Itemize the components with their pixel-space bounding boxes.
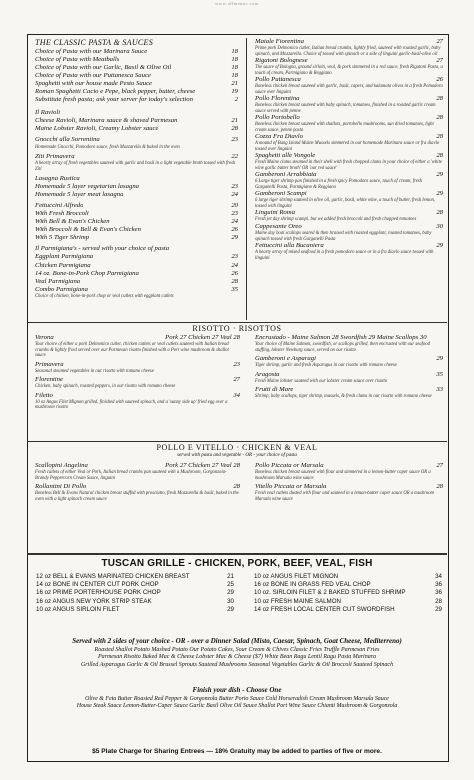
sides-line: Parmesan Risotto Baked Mac & Cheese Lobster Mac & Cheese ($7) White Bean Ragu Lentil Ragu Pasta Marinara bbox=[97, 654, 377, 661]
grille-item bbox=[254, 606, 442, 614]
item-desc: Your choice of either a pork Delmonico cutlet, chicken cutlets or veal cutlets sauteed with Italian bread crumbs & lightly fried served over our Parmesan risotto finished with a Port wine mushroom & shallot sauce bbox=[35, 342, 229, 359]
ravioli-list bbox=[35, 117, 238, 133]
lasagna-title: Lasagna Rustica bbox=[35, 175, 80, 183]
item-name: With 5 Tiger Shrimp bbox=[35, 234, 90, 242]
pollo-left bbox=[35, 462, 240, 504]
item-name: Pollo Piccata or Marsala bbox=[255, 462, 324, 469]
item-name: Encrustado - Maine Salmon 28 Swordfish 29 Maine Scallops 30 bbox=[255, 334, 427, 341]
item-price: 28 bbox=[436, 133, 443, 141]
menu-item bbox=[255, 483, 443, 491]
item-price: 29 bbox=[436, 355, 443, 363]
item-name: Homemade 5 layer vegetarian lasagna bbox=[35, 183, 140, 191]
sides-line: Grilled Asparagus Garlic & Oil Brussel Sprouts Sauteed Mushrooms Seasonal Vegetables Garlic & Oil Broccoli Sauteed Spinach bbox=[80, 661, 394, 668]
item-name: Cappesante Oreo bbox=[255, 222, 302, 230]
menu-item bbox=[35, 117, 238, 125]
item-price: 29 bbox=[436, 171, 443, 179]
item-name: Filetto bbox=[35, 391, 53, 399]
menu-item bbox=[35, 56, 238, 64]
pollo-title: POLLO E VITELLO · CHICKEN & VEAL bbox=[156, 443, 318, 452]
menu-item bbox=[255, 190, 443, 198]
item-price: 35 bbox=[436, 370, 443, 378]
menu-item bbox=[35, 278, 238, 286]
item-price: 27 bbox=[436, 57, 443, 65]
menu-item bbox=[35, 80, 238, 88]
menu-item bbox=[35, 183, 238, 191]
item-desc: Prime pork Delmonico cutlet, Italian bread crumbs, lightly fried, sauteed with roasted garlic, baby spinach, and Mozzarella. Choice of tossed with spinach or a side of linguini garlic-basil-olive oil bbox=[255, 46, 441, 57]
item-desc: Fresh Maine lobster sauteed with our lobster cream sauce over risotto bbox=[255, 378, 388, 384]
item-name: Rollantini Di Pollo bbox=[35, 483, 87, 491]
grille-item-name: 14 oz FRESH LOCAL CENTER CUT SWORDFISH bbox=[254, 605, 395, 613]
menu-item bbox=[255, 334, 443, 342]
item-desc: The sauce of Bologna, ground sirloin, veal, & pork simmered in a red sauce, fresh Rigatoni Pasta, a touch of cream, Parmigiano & Reggiano bbox=[255, 65, 443, 76]
menu-item bbox=[35, 64, 238, 72]
grille-item-price: 21 bbox=[227, 573, 234, 580]
menu-item bbox=[35, 253, 238, 261]
menu-item bbox=[35, 462, 240, 470]
alfredo-title: Fettuccini Alfredo 20 bbox=[35, 202, 238, 210]
item-desc: Boneless Bell & Evans Natural chicken breast stuffed with prosciutto, fresh Mozzarella & basil, baked in the oven with a light spinach cream sauce bbox=[35, 491, 239, 502]
item-price: 33 bbox=[436, 386, 443, 394]
item-name: With Fresh Broccoli bbox=[35, 210, 89, 218]
grille-title: TUSCAN GRILLE - CHICKEN, PORK, BEEF, VEAL, FISH bbox=[101, 558, 373, 569]
item-desc: 10 oz Angus Filet Mignon grilled, finished with sauteed spinach, and a 'sunny side up' fried egg over a mushroom risotto bbox=[35, 399, 228, 411]
item-desc: Shrimp, baby scallops, tiger shrimp, mussels, & fresh clams in our risotto with romano cheese bbox=[255, 394, 432, 400]
menu-item bbox=[255, 355, 443, 363]
item-price: 35 bbox=[231, 285, 238, 293]
item-desc: Fresh cutlets of either Veal or Pork, Italian bread crumbs pan sauteed with a Mushroom, Gorgonzola-Brandy Peppercorn Cream Sauce, linguini bbox=[35, 470, 227, 481]
item-desc: Boneless chicken breast sauteed with flour and simmered in a lemon-butter caper sauce OR a mushroom Marsala wine sauce bbox=[255, 470, 431, 481]
grille-item bbox=[36, 589, 234, 597]
menu-item bbox=[255, 462, 443, 470]
item-name: Substitute fresh pasta; ask your server for today's selection bbox=[35, 96, 193, 104]
grille-item-price: 30 bbox=[227, 597, 234, 605]
item-price: 18 bbox=[231, 56, 238, 64]
footer-note: $5 Plate Charge for Sharing Entrees — 18% Gratuity may be added to parties of five or more. bbox=[92, 748, 382, 755]
item-price: 24 bbox=[231, 191, 238, 199]
grille-item-name: 10 oz. SIRLOIN FILET & 2 BAKED STUFFED SHRIMP bbox=[254, 589, 406, 597]
item-name: Eggplant Parmigiana bbox=[35, 253, 94, 261]
item-price: 34 bbox=[233, 391, 240, 399]
header-url: www.allmenus.com bbox=[215, 1, 259, 6]
item-price: 27 bbox=[233, 376, 240, 384]
menu-item bbox=[255, 76, 443, 84]
item-price: 26 bbox=[231, 269, 238, 277]
grille-top-rule bbox=[27, 553, 447, 555]
item-name: Rigatoni Bolognese bbox=[255, 57, 308, 65]
item-price: 29 bbox=[231, 234, 238, 242]
item-name: Primavera bbox=[35, 360, 64, 368]
menu-item bbox=[255, 133, 443, 141]
item-desc: 6 large tiger shrimp sauteed in olive oil, garlic, basil, white wine, a touch of butter, fresh lemon, tossed with linguini bbox=[255, 198, 435, 209]
item-price: 23 bbox=[231, 183, 238, 191]
menu-item bbox=[255, 152, 443, 160]
item-name: Pollo Puttanesca bbox=[255, 76, 301, 84]
item-desc: Boneless chicken breast sauteed with baby spinach, tomatoes, finished in a roasted garlic cream sauce served with penne bbox=[255, 103, 436, 114]
grille-item-price: 29 bbox=[227, 589, 234, 597]
item-price: 27 bbox=[436, 462, 443, 469]
item-name: Choice of Pasta with our Garlic, Basil & Olive Oil bbox=[35, 64, 172, 72]
grille-right bbox=[254, 573, 442, 614]
risotto-title: RISOTTO · RISOTTOS bbox=[192, 324, 282, 333]
menu-item bbox=[35, 210, 238, 218]
menu-item bbox=[35, 96, 238, 104]
alfredo-list bbox=[35, 210, 238, 242]
menu-item bbox=[35, 376, 240, 384]
menu-item bbox=[35, 286, 238, 294]
item-price: 18 bbox=[231, 64, 238, 72]
item-desc: Seasonal steamed vegetables in our risotto with romano cheese bbox=[35, 368, 154, 374]
item-price: 23 bbox=[233, 360, 240, 368]
item-name: Linguini Roma bbox=[255, 209, 295, 217]
grille-item-price: 36 bbox=[435, 581, 442, 589]
grille-item bbox=[254, 589, 442, 597]
grille-item-name: 14 oz BONE IN CENTER CUT PORK CHOP bbox=[36, 581, 159, 589]
grille-item bbox=[254, 573, 442, 581]
finish-line: Olive & Feta Butter Roasted Red Pepper & Gorgonzola Butter Porto Sauce Cold Horseradish Cream Mushroom Marsala Sauce bbox=[85, 696, 389, 702]
menu-item bbox=[255, 38, 443, 46]
menu-item bbox=[35, 392, 240, 400]
finish-title: Finish your dish - Choose One bbox=[192, 686, 282, 694]
menu-item bbox=[35, 262, 238, 270]
item-desc: Fresh jet day shrimp scampi, but we added fresh broccoli and fresh chopped tomatoes bbox=[255, 217, 417, 223]
item-desc: Chicken, baby spinach, roasted peppers, in our risotto with romano cheese bbox=[35, 384, 176, 390]
grille-item-name: 16 oz BONE IN GRASS FED VEAL CHOP bbox=[254, 581, 371, 589]
item-name: Spaghetti alle Vongole bbox=[255, 152, 316, 160]
menu-item bbox=[35, 88, 238, 96]
item-price: 30 bbox=[436, 222, 443, 230]
menu-item bbox=[35, 270, 238, 278]
item-name: Frutti di Mare bbox=[255, 386, 294, 394]
item-price: 27 bbox=[436, 38, 443, 45]
item-name: With Bell & Evan's Chicken bbox=[35, 218, 110, 226]
item-price: 28 bbox=[436, 95, 443, 103]
item-name: Chicken Parmigiana bbox=[35, 261, 91, 269]
item-price: 28 bbox=[436, 209, 443, 217]
item-price: 28 bbox=[231, 277, 238, 285]
item-name: Gamberoni e Asparagi bbox=[255, 355, 316, 363]
grille-item-name: 16 oz ANGUS NEW YORK STRIP STEAK bbox=[36, 597, 152, 605]
finish-line: House Steak Sauce Lemon-Butter-Caper Sauce Garlic Basil Olive Oil Sauce Shallot Port Wine Sauce Chianti Mushroom & Gorgonzola bbox=[76, 703, 398, 710]
item-prices: Pork 27 Chicken 27 Veal 28 bbox=[165, 334, 240, 341]
item-price: 28 bbox=[436, 114, 443, 122]
grille-item bbox=[36, 581, 234, 589]
grille-item-price: 29 bbox=[435, 605, 442, 613]
item-name: Choice of Pasta with Meatballs bbox=[35, 56, 120, 64]
parmigiana-title: Il Parmigiana's - served with your choice of pasta bbox=[35, 245, 170, 253]
item-desc: Maine day boat scallops seared & then braised with roasted eggplant, roasted tomatoes, baby spinach tossed with fresh Garganelli Pasta bbox=[255, 231, 432, 242]
item-desc: Fresh veal cutlets dusted with flour and sauteed in a lemon-butter caper sauce OR a mushroom Marsala wine sauce bbox=[255, 491, 434, 502]
parmigiana-desc: Choice of chicken, bone-in-pork chop or veal cutlets with eggplant cutlets bbox=[35, 293, 174, 299]
item-price: 29 bbox=[436, 242, 443, 250]
grille-item bbox=[254, 581, 442, 589]
item-price: 18 bbox=[231, 72, 238, 80]
item-prices: Pork 27 Chicken 27 Veal 28 bbox=[165, 462, 240, 469]
menu-item bbox=[35, 218, 238, 226]
item-name: Scallopini Angelina bbox=[35, 462, 88, 469]
item-name: 14 oz. Bone-in-Pork Chop Parmigiana bbox=[35, 269, 139, 277]
menu-item bbox=[255, 57, 443, 65]
item-desc: A mound of Bang Island Maine Mussels simmered in our homemade Marinara sauce or fra diavlo tossed over linguini bbox=[255, 141, 440, 152]
grille-left bbox=[36, 573, 234, 614]
primavera-item: Ziti Primavera 22 bbox=[35, 153, 238, 161]
left-column bbox=[35, 38, 238, 299]
item-price: 28 bbox=[231, 125, 238, 133]
item-name: Spaghetti with our house made Pesto Sauce bbox=[35, 80, 153, 88]
grille-item-name: 10 oz ANGUS FILET MIGNON bbox=[254, 573, 339, 580]
item-name: Gamberoni Scampi bbox=[255, 190, 307, 198]
item-name: With Broccoli & Bell & Evan's Chicken bbox=[35, 226, 141, 234]
item-name: Verona bbox=[35, 334, 54, 341]
item-name: Gamberoni Arrabbiata bbox=[255, 171, 317, 179]
item-desc: Boneless chicken breast sauteed with garlic, basil, capers, and kalamata olives in a fresh Pomodoro sauce over linguini bbox=[255, 84, 443, 95]
item-price: 28 bbox=[233, 483, 240, 491]
item-name: Fettuccini alla Bucaniera bbox=[255, 242, 324, 250]
menu-item bbox=[35, 334, 240, 342]
item-price: 2 bbox=[234, 96, 238, 104]
item-name: Maiale Fiorentina bbox=[255, 38, 304, 45]
grille-item-price: 36 bbox=[435, 589, 442, 597]
primavera-desc: A hearty array of fresh vegetables sauteed with garlic and basil in a light vegetable broth tossed with fresh Ziti bbox=[35, 161, 236, 172]
item-price: 26 bbox=[231, 226, 238, 234]
grille-item-price: 29 bbox=[227, 605, 234, 613]
menu-item bbox=[255, 209, 443, 217]
menu-item bbox=[35, 191, 238, 199]
pollo-subtitle: served with pasta and vegetable - OR - your choice of pasta bbox=[177, 453, 297, 458]
parmigiana-list bbox=[35, 253, 238, 293]
item-name: Choice of Pasta with our Marinara Sauce bbox=[35, 48, 148, 55]
item-price: 23 bbox=[231, 253, 238, 261]
grille-item bbox=[36, 598, 234, 606]
column-divider bbox=[246, 38, 247, 320]
menu-item bbox=[255, 242, 443, 250]
sides-title: Served with 2 sides of your choice - OR - over a Dinner Salad (Misto, Caesar, Spinach, Goat Cheese, Mediterreno) bbox=[72, 637, 402, 645]
grille-item-price: 34 bbox=[435, 573, 442, 580]
item-desc: Fresh Maine clams steamed in their shell with fresh chopped clams in your choice of either a 'white wine garlic butter broth' OR 'our red sauce' bbox=[255, 160, 442, 171]
risotto-left bbox=[35, 334, 240, 413]
item-name: Roman Spaghetti Cacio e Pepe, black pepper, butter, cheese bbox=[35, 88, 196, 96]
gnocchi-desc: Homemade Gnocchi, Pomodoro sauce, fresh Mozzarella & baked in the oven bbox=[35, 144, 180, 150]
item-desc: Boneless chicken breast sauteed with shallots, portobello mushrooms, sun dried tomatoes, light cream sauce, penne pasta bbox=[255, 122, 434, 133]
risotto-top-rule bbox=[27, 322, 447, 323]
item-price: 24 bbox=[231, 218, 238, 226]
menu-item bbox=[255, 386, 443, 394]
menu-item bbox=[255, 171, 443, 179]
menu-item bbox=[255, 223, 443, 231]
menu-item bbox=[35, 72, 238, 80]
classic-title: THE CLASSIC PASTA & SAUCES bbox=[35, 38, 154, 47]
item-price: 26 bbox=[436, 76, 443, 84]
grille-item bbox=[36, 573, 234, 581]
item-name: Homemade 5 layer meat lasagna bbox=[35, 191, 124, 199]
grille-item-price: 25 bbox=[227, 581, 234, 589]
item-price: 28 bbox=[436, 152, 443, 160]
menu-item bbox=[35, 125, 238, 133]
lasagna-list bbox=[35, 183, 238, 199]
grille-item bbox=[254, 598, 442, 606]
item-price: 24 bbox=[231, 261, 238, 269]
grille-item-name: 10 oz ANGUS SIRLOIN FILET bbox=[36, 605, 120, 613]
item-name: Cheese Ravioli, Marinara sauce & shaved Parmesan bbox=[35, 117, 178, 125]
menu-item bbox=[35, 48, 238, 56]
item-price: 18 bbox=[231, 48, 238, 55]
item-desc: 6 Large tiger shrimp pan finished in a fresh spicy Pomodoro sauce, touch of cream, fresh Garganelli Pasta, Parmigiano & Reggiano bbox=[255, 179, 422, 190]
item-desc: Your choice of Maine Salmon, swordfish, or scallops grilled, then encrusted with our seafood stuffing, lobster Newburg sauce, served on our risotto bbox=[255, 342, 430, 353]
gnocchi-item: Gnocchi alla Sorrentina 23 bbox=[35, 136, 238, 144]
item-price: 21 bbox=[231, 117, 238, 125]
grille-item-name: 12 oz BELL & EVANS MARINATED CHICKEN BREAST bbox=[36, 573, 190, 580]
item-name: Vitello Piccata or Marsala bbox=[255, 483, 327, 491]
item-name: Choice of Pasta with our Puttanesca Sauce bbox=[35, 72, 151, 80]
item-name: Pollo Portobello bbox=[255, 114, 300, 122]
item-desc: Tiger shrimp, garlic and fresh Asparagus in our risotto with romano cheese bbox=[255, 363, 397, 369]
item-price: 19 bbox=[231, 88, 238, 96]
item-name: Cozza Fra Diavlo bbox=[255, 133, 303, 141]
item-price: 28 bbox=[436, 483, 443, 491]
menu-item bbox=[35, 361, 240, 369]
item-name: Pollo Florentina bbox=[255, 95, 300, 103]
finish-list bbox=[36, 696, 438, 711]
ravioli-title: Il Ravioli bbox=[35, 109, 61, 117]
menu-item bbox=[255, 371, 443, 379]
item-price: 29 bbox=[436, 190, 443, 198]
item-price: 21 bbox=[231, 80, 238, 88]
menu-item bbox=[35, 234, 238, 242]
risotto-right bbox=[255, 334, 443, 402]
sides-list bbox=[40, 647, 434, 669]
right-column bbox=[255, 38, 443, 261]
item-name: Aragosta bbox=[255, 370, 280, 378]
grille-item-name: 16 oz PRIME PORTERHOUSE PORK CHOP bbox=[36, 589, 161, 597]
item-name: Maine Lobster Ravioli, Creamy Lobster sauce bbox=[35, 125, 159, 133]
sides-line: Roasted Shallot Potato Mashed Potato Our Potato Cakes, Sour Cream & Chives Classic Fries Truffle Parmesan Fries bbox=[94, 647, 380, 653]
menu-item bbox=[35, 226, 238, 234]
menu-item bbox=[255, 95, 443, 103]
item-name: Veal Parmigiana bbox=[35, 277, 81, 285]
grille-item-price: 28 bbox=[435, 597, 442, 605]
item-name: Florentine bbox=[35, 376, 63, 384]
grille-item bbox=[36, 606, 234, 614]
menu-item bbox=[35, 483, 240, 491]
pollo-top-rule bbox=[27, 441, 447, 442]
item-price: 23 bbox=[231, 210, 238, 218]
classic-list bbox=[35, 48, 238, 104]
menu-item bbox=[255, 114, 443, 122]
grille-item-name: 10 oz FRESH MAINE SALMON bbox=[254, 597, 341, 605]
item-name: Combo Parmigiana bbox=[35, 285, 88, 293]
item-desc: A hearty array of mixed seafood in a fresh pomodoro sauce or in a fra diavlo sauce tossed with linguini bbox=[255, 250, 434, 261]
pollo-right bbox=[255, 462, 443, 504]
